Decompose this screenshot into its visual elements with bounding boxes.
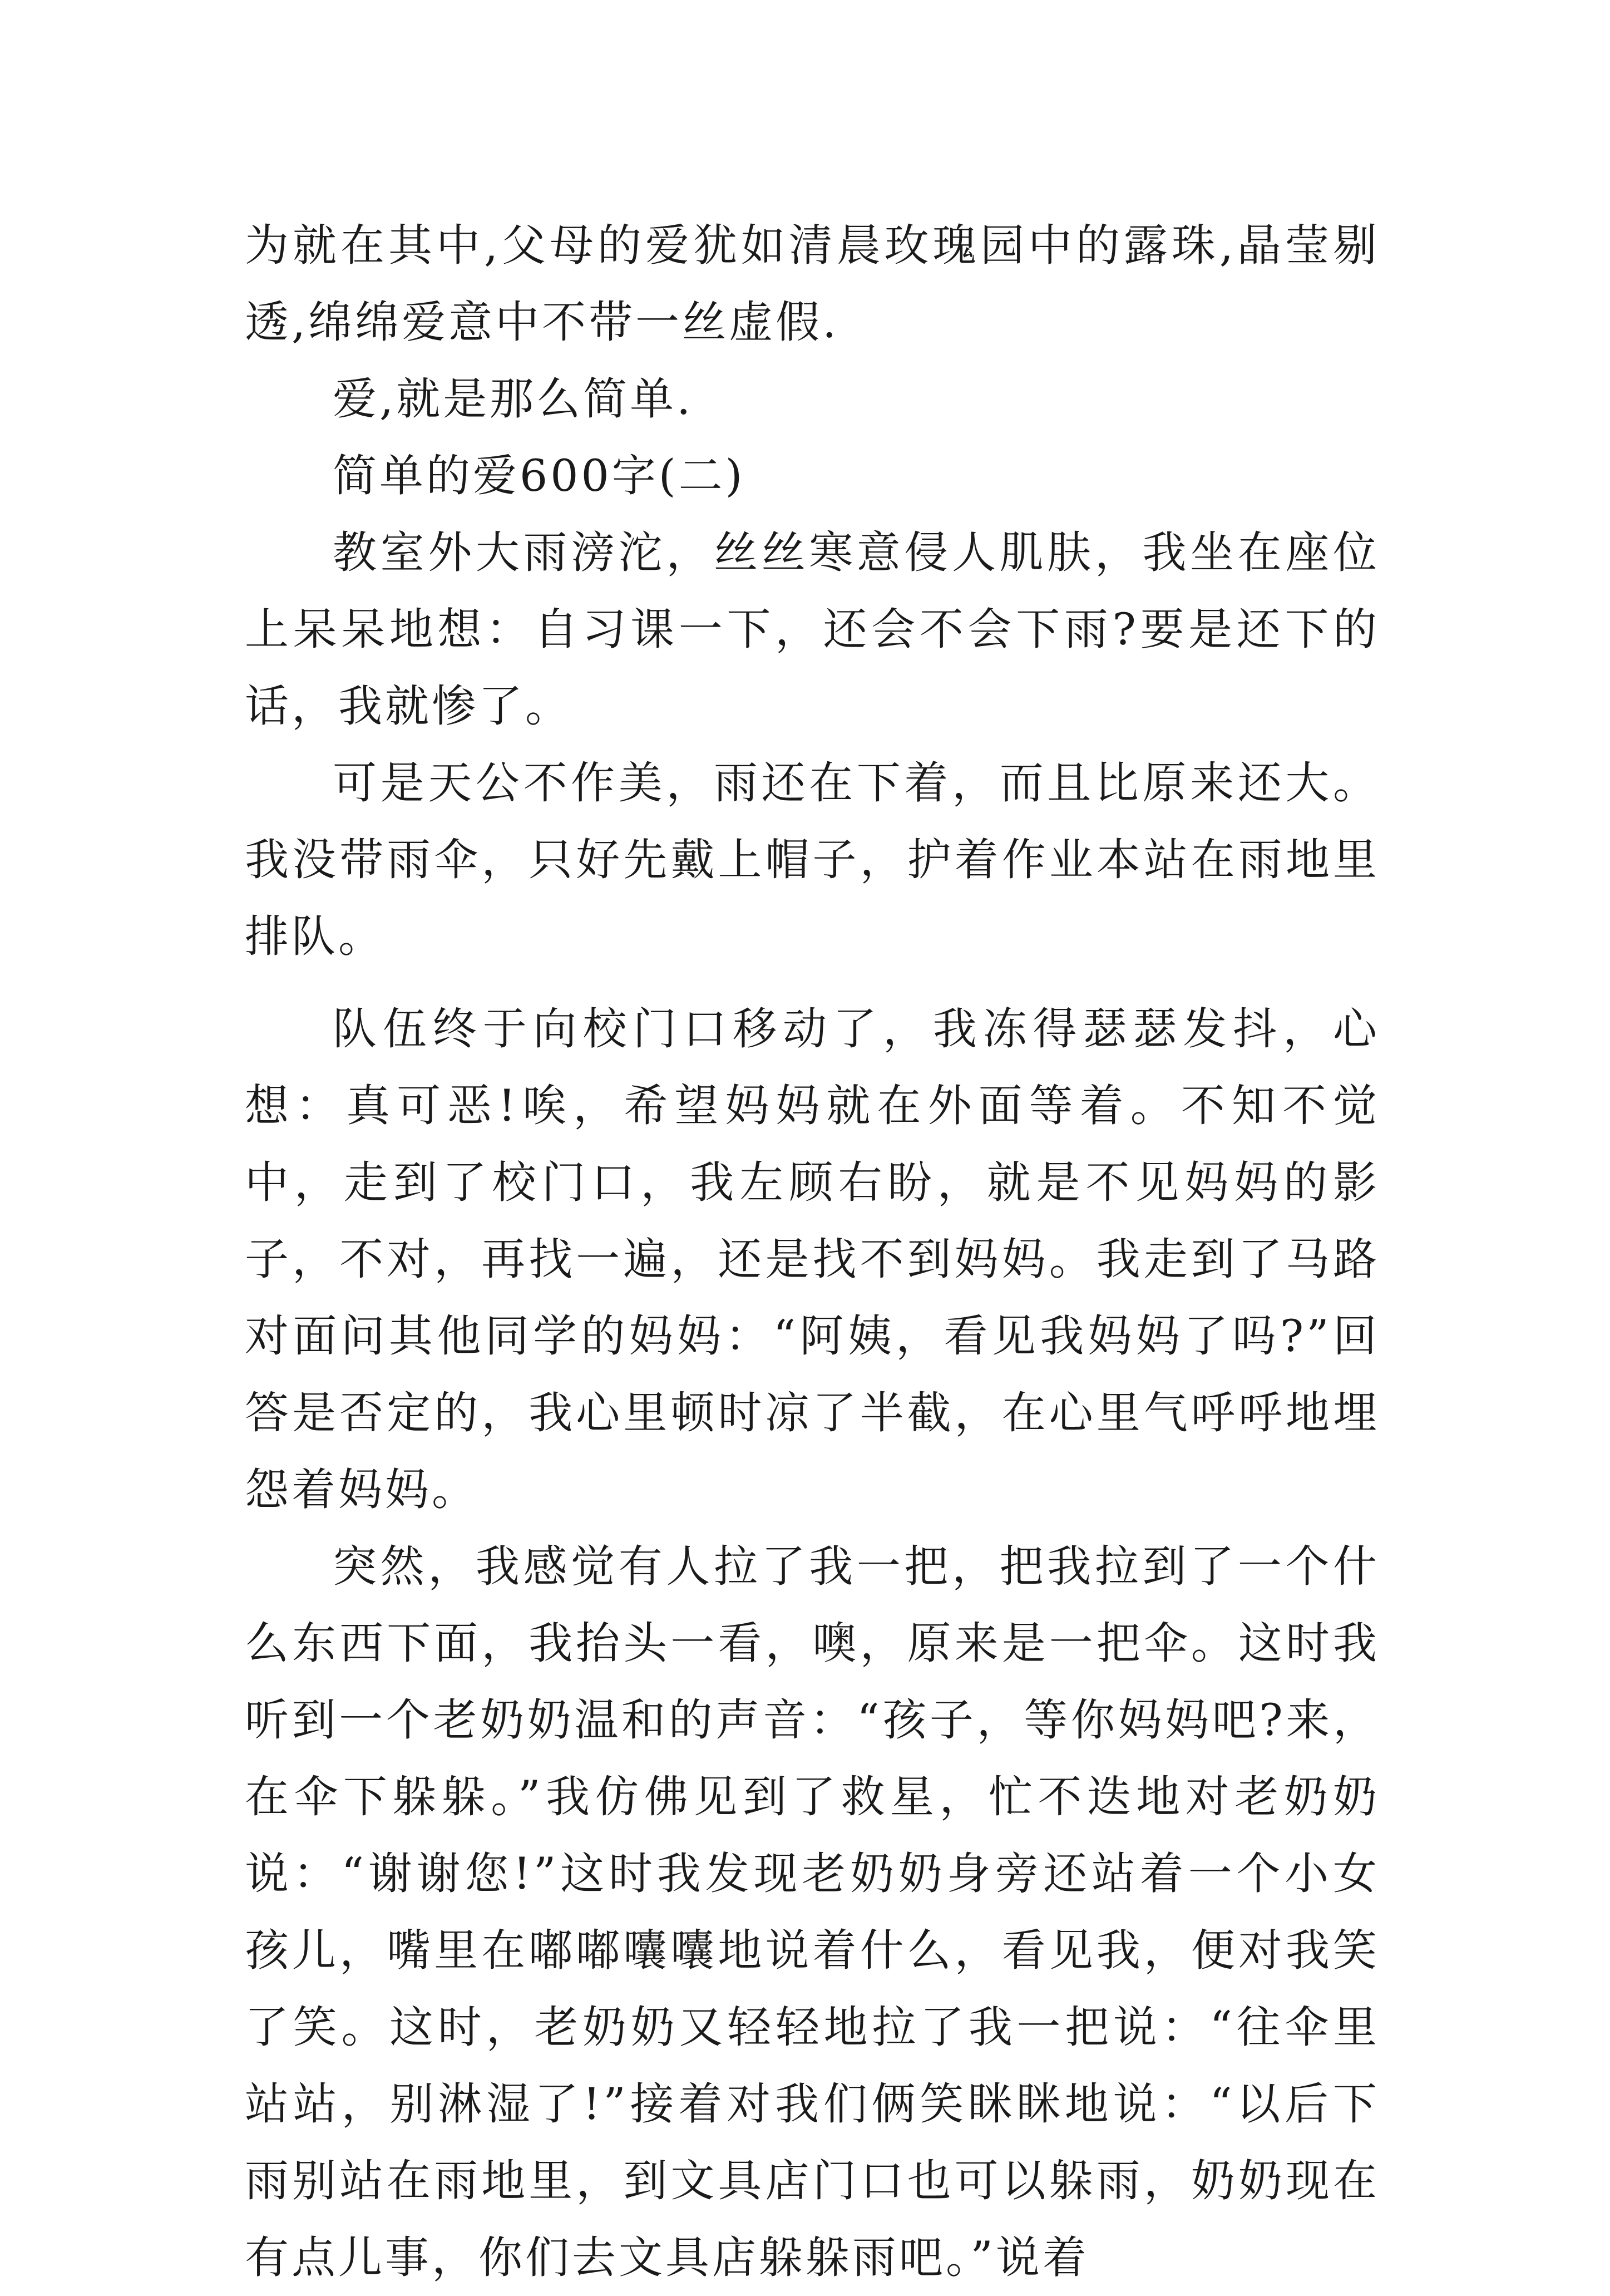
- paragraph-5: 队伍终于向校门口移动了，我冻得瑟瑟发抖，心想：真可恶!唉，希望妈妈就在外面等着。不知不觉中，走到了校门口，我左顾右盼，就是不见妈妈的影子，不对，再找一遍，还是找不到妈妈。我走到了马路对面问其他同学的妈妈：“阿姨，看见我妈妈了吗?”回答是否定的，我心里顿时凉了半截，在心里气呼呼地埋怨着妈妈。: [245, 1003, 1380, 1515]
- document-body: [245, 207, 1380, 2296]
- paragraph-3: 教室外大雨滂沱，丝丝寒意侵人肌肤，我坐在座位上呆呆地想：自习课一下，还会不会下雨?要是还下的话，我就惨了。: [245, 527, 1380, 732]
- section-heading: 简单的爱600字(二): [333, 450, 745, 501]
- paragraph-1: 为就在其中,父母的爱犹如清晨玫瑰园中的露珠,晶莹剔透,绵绵爱意中不带一丝虚假.: [245, 220, 1380, 348]
- paragraph-6: 突然，我感觉有人拉了我一把，把我拉到了一个什么东西下面，我抬头一看，噢，原来是一把伞。这时我听到一个老奶奶温和的声音：“孩子，等你妈妈吧?来，在伞下躲躲。”我仿佛见到了救星，忙不迭地对老奶奶说：“谢谢您!”这时我发现老奶奶身旁还站着一个小女孩儿，嘴里在嘟嘟囔囔地说着什么，看见我，便对我笑了笑。这时，老奶奶又轻轻地拉了我一把说：“往伞里站站，别淋湿了!”接着对我们俩笑眯眯地说：“以后下雨别站在雨地里，到文具店门口也可以躲雨，奶奶现在有点儿事，你们去文具店躲躲雨吧。”说着: [245, 1541, 1380, 2283]
- paragraph-4: 可是天公不作美，雨还在下着，而且比原来还大。我没带雨伞，只好先戴上帽子，护着作业本站在雨地里排队。: [245, 757, 1380, 962]
- paragraph-2: 爱,就是那么简单.: [333, 373, 694, 425]
